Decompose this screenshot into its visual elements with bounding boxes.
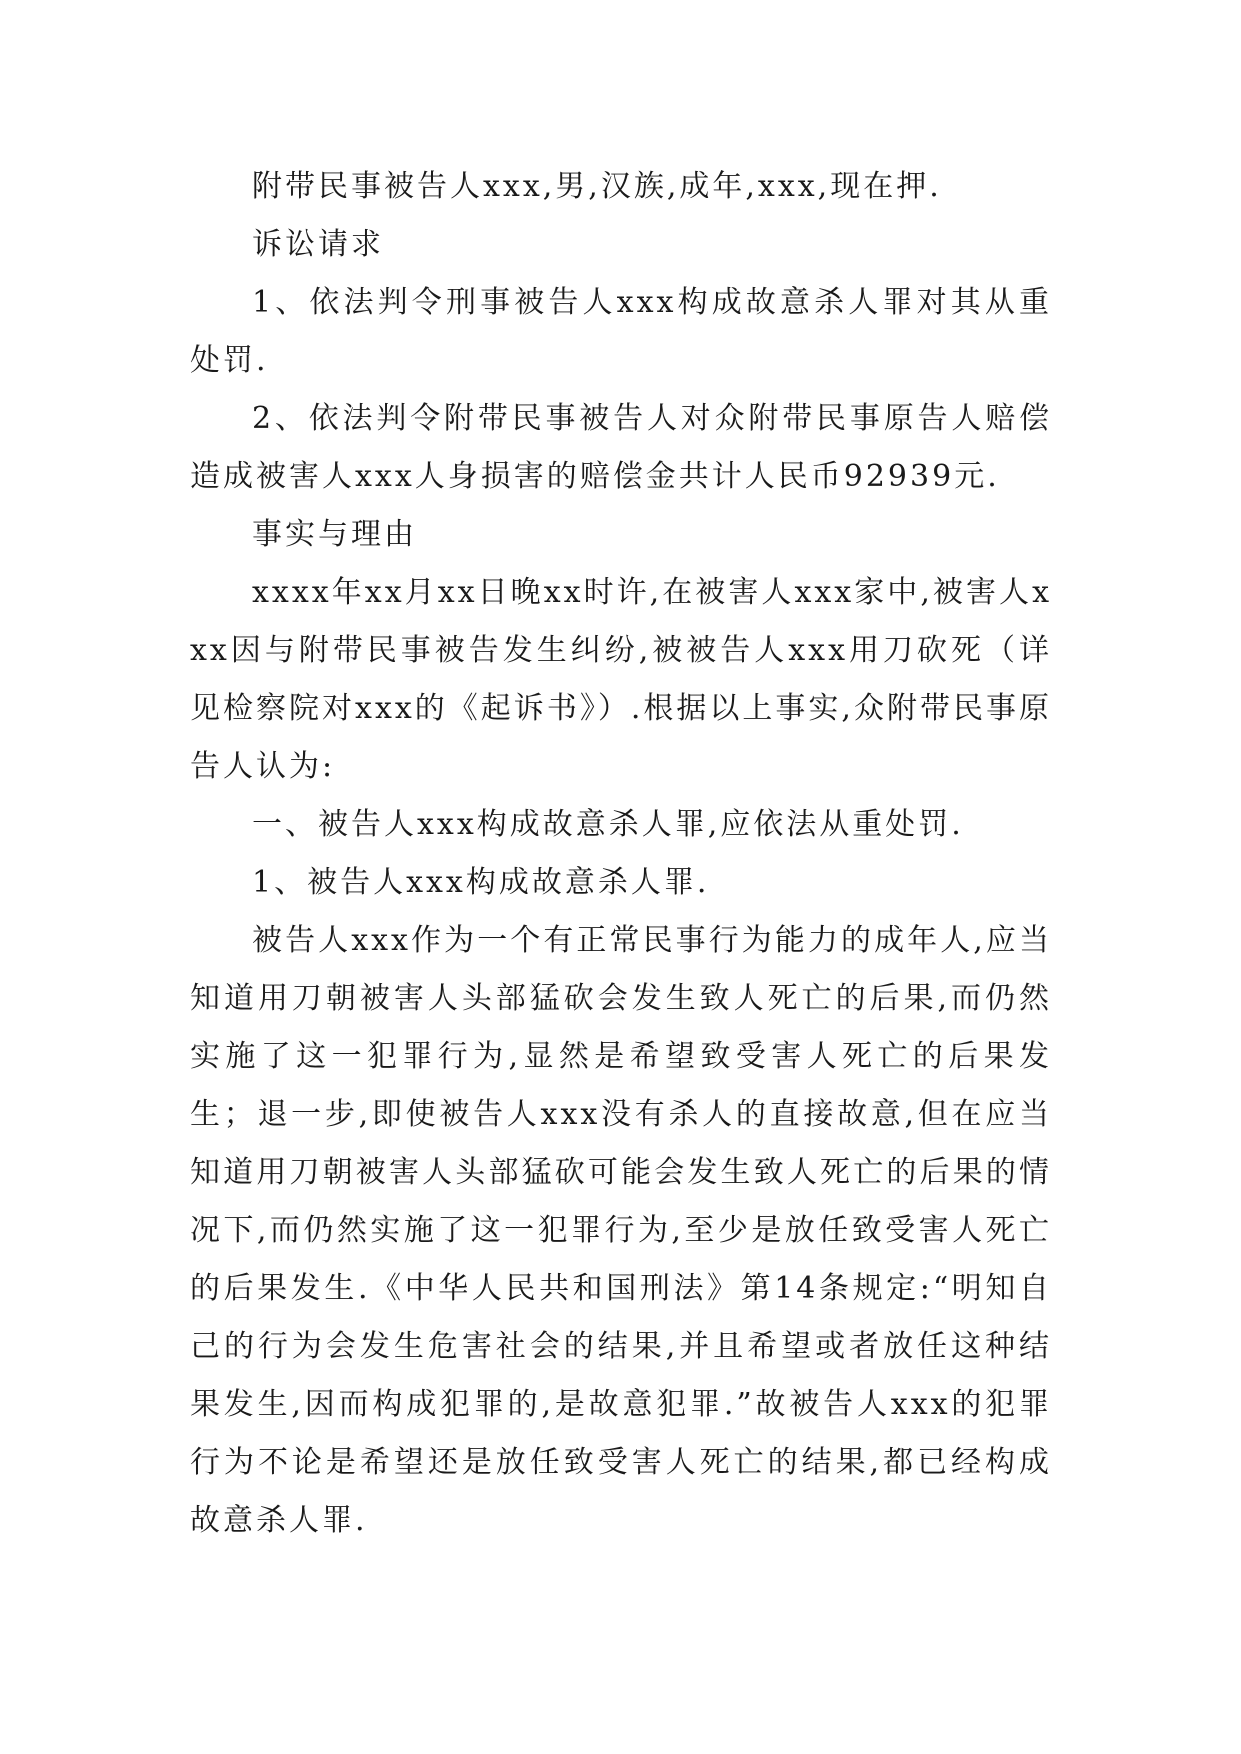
facts-paragraph: xxxx年xx月xx日晚xx时许,在被害人xxx家中,被害人xxx因与附带民事被告发生纠纷,被被告人xxx用刀砍死（详见检察院对xxx的《起诉书》）.根据以上事实,众附带民事原告人认为: <box>190 575 1052 784</box>
section-heading-claims: 诉讼请求 <box>252 227 384 262</box>
claim-item-2: 2、依法判令附带民事被告人对众附带民事原告人赔偿造成被害人xxx人身损害的赔偿金共计人民币92939元. <box>190 401 1052 494</box>
defendant-info-paragraph: 附带民事被告人xxx,男,汉族,成年,xxx,现在押. <box>252 169 942 204</box>
claim-item-1: 1、依法判令刑事被告人xxx构成故意杀人罪对其从重处罚. <box>190 285 1052 378</box>
argument-heading-1: 一、被告人xxx构成故意杀人罪,应依法从重处罚. <box>252 807 964 842</box>
argument-subheading-1: 1、被告人xxx构成故意杀人罪. <box>252 865 710 900</box>
document-body <box>190 158 1052 1550</box>
argument-paragraph: 被告人xxx作为一个有正常民事行为能力的成年人,应当知道用刀朝被害人头部猛砍会发生致人死亡的后果,而仍然实施了这一犯罪行为,显然是希望致受害人死亡的后果发生；退一步,即使被告人xxx没有杀人的直接故意,但在应当知道用刀朝被害人头部猛砍可能会发生致人死亡的后果的情况下,而仍然实施了这一犯罪行为,至少是放任致受害人死亡的后果发生.《中华人民共和国刑法》第14条规定:“明知自己的行为会发生危害社会的结果,并且希望或者放任这种结果发生,因而构成犯罪的,是故意犯罪.”故被告人xxx的犯罪行为不论是希望还是放任致受害人死亡的结果,都已经构成故意杀人罪. <box>190 923 1052 1538</box>
section-heading-facts: 事实与理由 <box>252 517 417 552</box>
